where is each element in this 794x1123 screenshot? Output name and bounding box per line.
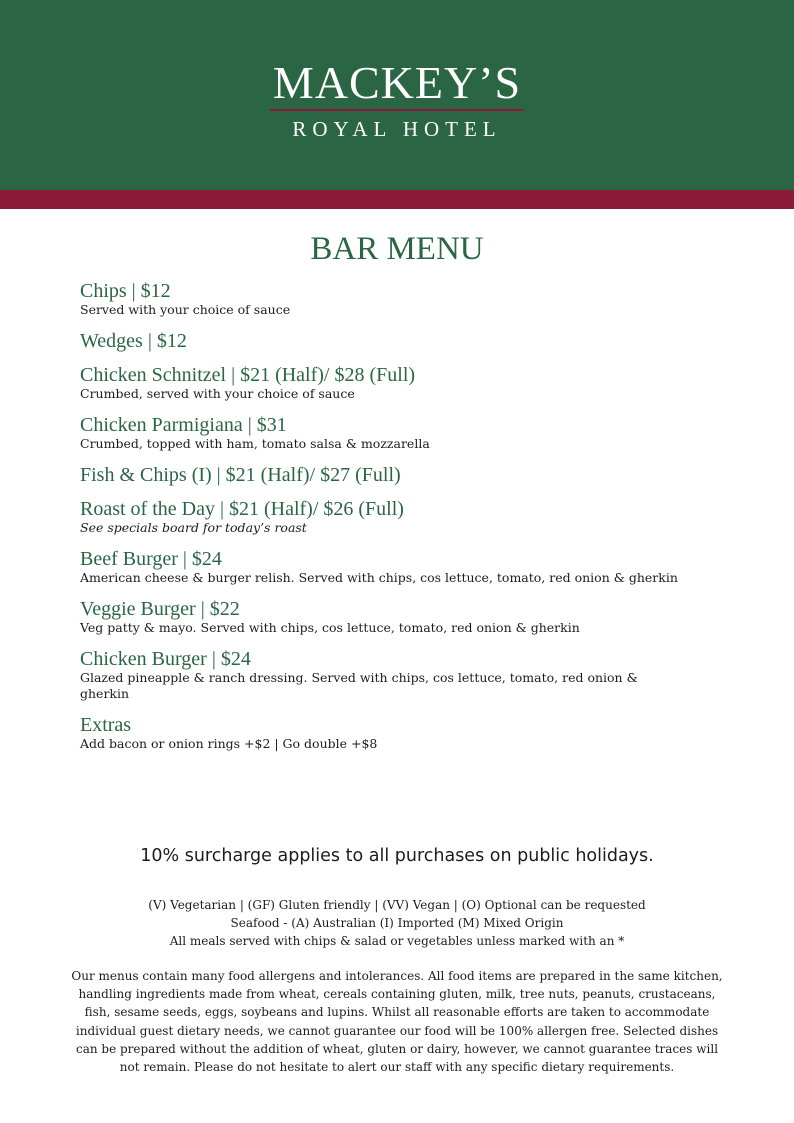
menu-item-chicken-parmigiana xyxy=(80,414,720,452)
menu-item-chips xyxy=(80,280,720,318)
menu-item-name: Roast of the Day | $21 (Half)/ $26 (Full) xyxy=(80,498,404,520)
menu-item-description: American cheese & burger relish. Served with chips, cos lettuce, tomato, red onion & gherkin xyxy=(80,570,678,585)
menu-item-description: See specials board for today’s roast xyxy=(80,520,307,535)
menu-item-name: Veggie Burger | $22 xyxy=(80,598,240,620)
menu-item-name: Fish & Chips (I) | $21 (Half)/ $27 (Full) xyxy=(80,464,401,486)
menu-item-name: Chicken Schnitzel | $21 (Half)/ $28 (Full) xyxy=(80,364,416,386)
menu-item-description: Add bacon or onion rings +$2 | Go double +$8 xyxy=(80,736,378,751)
hotel-logo xyxy=(0,58,794,141)
menu-item-name: Chicken Burger | $24 xyxy=(80,648,251,670)
page-title: BAR MENU xyxy=(310,231,484,267)
menu-item-extras xyxy=(80,714,720,752)
menu-item-chicken-schnitzel xyxy=(80,364,720,402)
menu-item-description: Crumbed, served with your choice of sauce xyxy=(80,386,355,401)
menu-item-name: Chicken Parmigiana | $31 xyxy=(80,414,287,436)
surcharge-notice: 10% surcharge applies to all purchases on public holidays. xyxy=(140,846,654,866)
menu-item-fish-chips xyxy=(80,464,720,486)
logo-subtitle: ROYAL HOTEL xyxy=(292,117,502,141)
menu-item-name: Extras xyxy=(80,714,132,736)
menu-item-beef-burger xyxy=(80,548,720,586)
menu-item-roast-of-the-day xyxy=(80,498,720,536)
legend-line-sides: All meals served with chips & salad or vegetables unless marked with an * xyxy=(169,934,625,948)
menu-item-description: Crumbed, topped with ham, tomato salsa & mozzarella xyxy=(80,436,430,451)
logo-divider xyxy=(270,109,524,111)
logo-name: MACKEY’S xyxy=(272,57,522,108)
menu-item-chicken-burger xyxy=(80,648,720,702)
menu-item-wedges xyxy=(80,330,720,352)
dietary-legend xyxy=(0,896,794,950)
menu-item-name: Wedges | $12 xyxy=(80,330,187,352)
menu-item-description: Veg patty & mayo. Served with chips, cos lettuce, tomato, red onion & gherkin xyxy=(80,620,580,635)
header-accent-bar xyxy=(0,190,794,209)
allergen-notice: Our menus contain many food allergens and intolerances. All food items are prepared in the same kitchen, handling ingredients made from wheat, cereals containing gluten, milk, tree nuts, peanuts, crustaceans, fish, sesame seeds, eggs, soybeans and lupins. Whilst all reasonable efforts are taken to accommodate individual guest dietary needs, we cannot guarantee our food will be 100% allergen free. Selected dishes can be prepared without the addition of wheat, gluten or dairy, however, we cannot guarantee traces will not remain. Please do not hesitate to alert our staff with any specific dietary requirements. xyxy=(71,969,723,1075)
menu-item-description: Glazed pineapple & ranch dressing. Served with chips, cos lettuce, tomato, red onion & gherkin xyxy=(80,670,638,701)
menu-item-veggie-burger xyxy=(80,598,720,636)
menu-item-name: Beef Burger | $24 xyxy=(80,548,222,570)
legend-line-seafood: Seafood - (A) Australian (I) Imported (M) Mixed Origin xyxy=(230,916,564,930)
menu-item-description: Served with your choice of sauce xyxy=(80,302,291,317)
menu-items-list xyxy=(80,280,720,764)
menu-item-name: Chips | $12 xyxy=(80,280,171,302)
legend-line-dietary: (V) Vegetarian | (GF) Gluten friendly | (VV) Vegan | (O) Optional can be requested xyxy=(148,898,646,912)
